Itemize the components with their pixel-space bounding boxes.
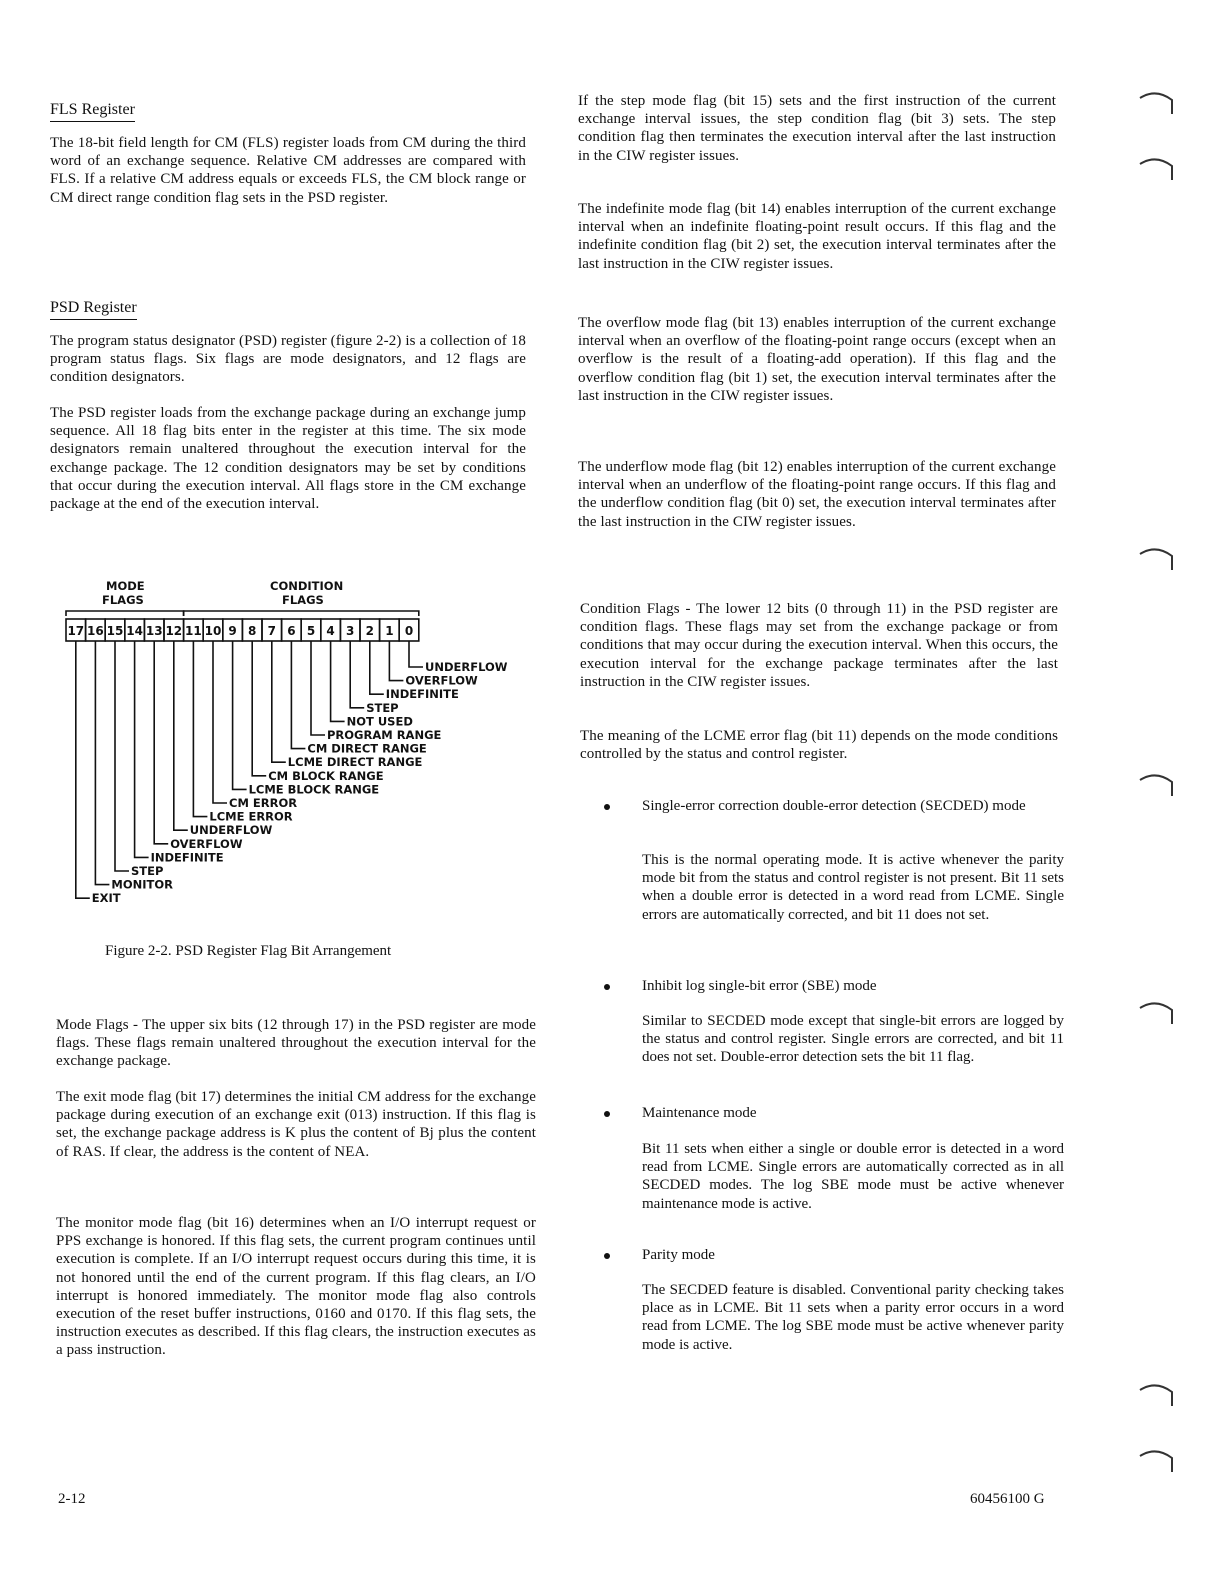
bullet-dot-icon (604, 804, 610, 810)
bullet-title: Maintenance mode (642, 1105, 757, 1121)
step-flag-text: If the step mode flag (bit 15) sets and the first instruction of the current exchange interval issues, the step condition flag (bit 3) sets. The step condition flag then terminates the execution interval after the last instruction in the CIW register issues. (578, 93, 1056, 164)
condition-flags-bracket (184, 611, 419, 616)
mode-flags-text: Mode Flags - The upper six bits (12 through 17) in the PSD register are mode flags. These flags remain unaltered throughout the execution interval for the exchange package. (56, 1017, 536, 1070)
binder-mark-icon (1138, 1444, 1178, 1474)
underflow-flag-text: The underflow mode flag (bit 12) enables interruption of the current exchange interval when an underflow of the floating-point range occurs. If this flag and the underflow condition flag (bit 0) set, the execution interval terminates after the last instruction in the CIW register issues. (578, 459, 1056, 530)
flag-leader-line (389, 641, 403, 681)
figure-caption: Figure 2-2. PSD Register Flag Bit Arrangement (105, 943, 392, 959)
binder-mark-icon (1138, 152, 1178, 182)
binder-mark-icon (1138, 996, 1178, 1026)
flag-leader-line (409, 641, 423, 667)
bit-number: 10 (204, 624, 222, 638)
bullet-body: Bit 11 sets when either a single or double error is detected in a word read from LCME. Single errors are automatically corrected as in all SECDED modes. The log SBE mode must be active whenever maintenance mode is active. (642, 1141, 1064, 1212)
bit-number: 9 (228, 624, 237, 638)
flag-label: EXIT (91, 891, 121, 906)
flag-leader-line (95, 641, 109, 885)
document-number: 60456100 G (970, 1491, 1045, 1507)
bullet-body: The SECDED feature is disabled. Conventional parity checking takes place as in LCME. Bit 11 sets when a parity error occurs in a word read from LCME. The log SBE mode must be active whenever parity mode is active. (642, 1282, 1064, 1353)
bit-number: 6 (287, 624, 296, 638)
bullet-title: Inhibit log single-bit error (SBE) mode (642, 978, 877, 994)
bit-number: 3 (346, 624, 355, 638)
binder-mark-icon (1138, 1378, 1178, 1408)
bit-number: 4 (326, 624, 335, 638)
flag-label: STEP (131, 864, 164, 878)
binder-mark-icon (1138, 768, 1178, 798)
bit-number: 15 (106, 624, 124, 638)
psd-register-heading: PSD Register (50, 298, 137, 320)
bullet-dot-icon (604, 984, 610, 990)
flag-label: MONITOR (111, 877, 174, 892)
fls-register-text: The 18-bit field length for CM (FLS) register loads from CM during the third word of an exchange sequence. Relative CM addresses are compared with FLS. If a relative CM address equals or exceeds FLS, the CM block range or CM direct range condition flag sets in the PSD register. (50, 135, 526, 206)
psd-flag-bit-diagram (60, 575, 540, 915)
binder-mark-icon (1138, 542, 1178, 572)
bit-number: 11 (185, 624, 202, 638)
bit-number: 13 (145, 624, 163, 638)
flag-label: LCME BLOCK RANGE (248, 782, 380, 797)
bullet-dot-icon (604, 1253, 610, 1259)
page-number: 2-12 (58, 1491, 86, 1507)
bit-number: 1 (385, 624, 394, 638)
bullet-title: Parity mode (642, 1247, 715, 1263)
flag-label: OVERFLOW (170, 836, 243, 851)
flag-leader-line (252, 641, 266, 776)
bullet-body: Similar to SECDED mode except that single-bit errors are logged by the status and control register. Single errors are corrected, and bit 11 does not set. Double-error detection sets the bit 11 flag. (642, 1013, 1064, 1066)
flag-label: CM BLOCK RANGE (268, 768, 384, 783)
flag-leader-line (135, 641, 149, 857)
indefinite-flag-text: The indefinite mode flag (bit 14) enables interruption of the current exchange interval when an indefinite floating-point result occurs. If this flag and the indefinite condition flag (bit 2) set, the execution interval terminates after the last instruction in the CIW register issues. (578, 201, 1056, 272)
condition-flags-text: Condition Flags - The lower 12 bits (0 through 11) in the PSD register are condition flags. These flags may set from the exchange package or from conditions that may occur during the execution interval. When this occurs, the execution interval for the exchange package terminates after the last instruction in the CIW register issues. (580, 601, 1058, 690)
flag-label: LCME ERROR (209, 809, 293, 824)
bit-number: 5 (306, 624, 316, 638)
bullet-title: Single-error correction double-error detection (SECDED) mode (642, 798, 1026, 814)
monitor-flag-text: The monitor mode flag (bit 16) determines when an I/O interrupt request or PPS exchange is honored. If this flag sets, the current program continues until execution is complete. If an I/O interrupt request occurs during this time, it is not honored until the end of the current program. If this flag clears, an I/O interrupt is honored immediately. The monitor mode flag also controls execution of the reset buffer instructions, 0160 and 0170. If this flag sets, the instruction executes as described. If this flag clears, the instruction executes as a pass instruction. (56, 1215, 536, 1359)
bit-number: 14 (126, 624, 143, 638)
exit-flag-text: The exit mode flag (bit 17) determines the initial CM address for the exchange package during execution of an exchange exit (013) instruction. If this flag is set, the exchange package address is K plus the content of Bj plus the content of RAS. If clear, the address is the content of NEA. (56, 1089, 536, 1160)
flag-leader-line (213, 641, 227, 803)
fls-register-heading: FLS Register (50, 100, 135, 122)
flag-leader-line (76, 641, 90, 898)
flag-label: INDEFINITE (385, 687, 459, 702)
flag-leader-line (115, 641, 129, 871)
flag-leader-line (311, 641, 325, 735)
psd-register-loading-text: The PSD register loads from the exchange package during an exchange jump sequence. All 18 flag bits enter in the register at this time. The six mode designators remain unaltered throughout the execution interval for the exchange package. The 12 condition designators may be set by conditions that occur during the execution interval. All flags store in the CM exchange package at the end of the execution interval. (50, 405, 526, 513)
bit-number: 12 (165, 624, 183, 638)
flag-label: UNDERFLOW (189, 823, 273, 838)
bit-number: 8 (248, 624, 257, 638)
lcme-error-text: The meaning of the LCME error flag (bit 11) depends on the mode conditions controlled by the status and control register. (580, 728, 1058, 763)
bit-number: 0 (404, 624, 414, 638)
bit-number: 7 (267, 624, 276, 638)
flag-label: UNDERFLOW (425, 660, 508, 674)
flag-leader-line (154, 641, 168, 844)
flag-label: STEP (366, 700, 399, 715)
flag-label: CM DIRECT RANGE (307, 741, 427, 756)
flag-label: CM ERROR (229, 796, 298, 810)
condition-flags-label: FLAGS (282, 593, 324, 607)
flag-leader-line (291, 641, 305, 749)
mode-flags-label: MODE (106, 579, 145, 593)
flag-leader-line (233, 641, 247, 789)
flag-label: LCME DIRECT RANGE (287, 755, 423, 770)
condition-flags-label: CONDITION (270, 579, 344, 593)
flag-leader-line (370, 641, 384, 694)
flag-leader-line (174, 641, 188, 830)
bullet-body: This is the normal operating mode. It is active whenever the parity mode bit from the status and control register is not present. Bit 11 sets when a double error is detected in a word read from LCME. Single errors are automatically corrected, and bit 11 does not set. (642, 852, 1064, 923)
flag-label: PROGRAM RANGE (327, 728, 442, 742)
binder-mark-icon (1138, 86, 1178, 116)
flag-leader-line (272, 641, 286, 762)
bit-number: 17 (67, 624, 85, 638)
flag-label: OVERFLOW (405, 673, 478, 688)
mode-flags-label: FLAGS (102, 593, 144, 607)
flag-label: INDEFINITE (150, 850, 224, 865)
bit-number: 16 (87, 624, 104, 638)
flag-leader-line (193, 641, 207, 817)
overflow-flag-text: The overflow mode flag (bit 13) enables interruption of the current exchange interval when an overflow of the floating-point range occurs (except when an overflow is the result of a floating-add operation). If this flag and the overflow condition flag (bit 1) set, the execution interval terminates after the last instruction in the CIW register issues. (578, 315, 1056, 404)
psd-register-intro: The program status designator (PSD) register (figure 2-2) is a collection of 18 program status flags. Six flags are mode designators, and 12 flags are condition designators. (50, 333, 526, 386)
mode-flags-bracket (66, 611, 184, 616)
flag-leader-line (350, 641, 364, 708)
flag-label: NOT USED (346, 714, 413, 729)
flag-leader-line (331, 641, 345, 721)
bit-number: 2 (365, 624, 374, 638)
bullet-dot-icon (604, 1111, 610, 1117)
